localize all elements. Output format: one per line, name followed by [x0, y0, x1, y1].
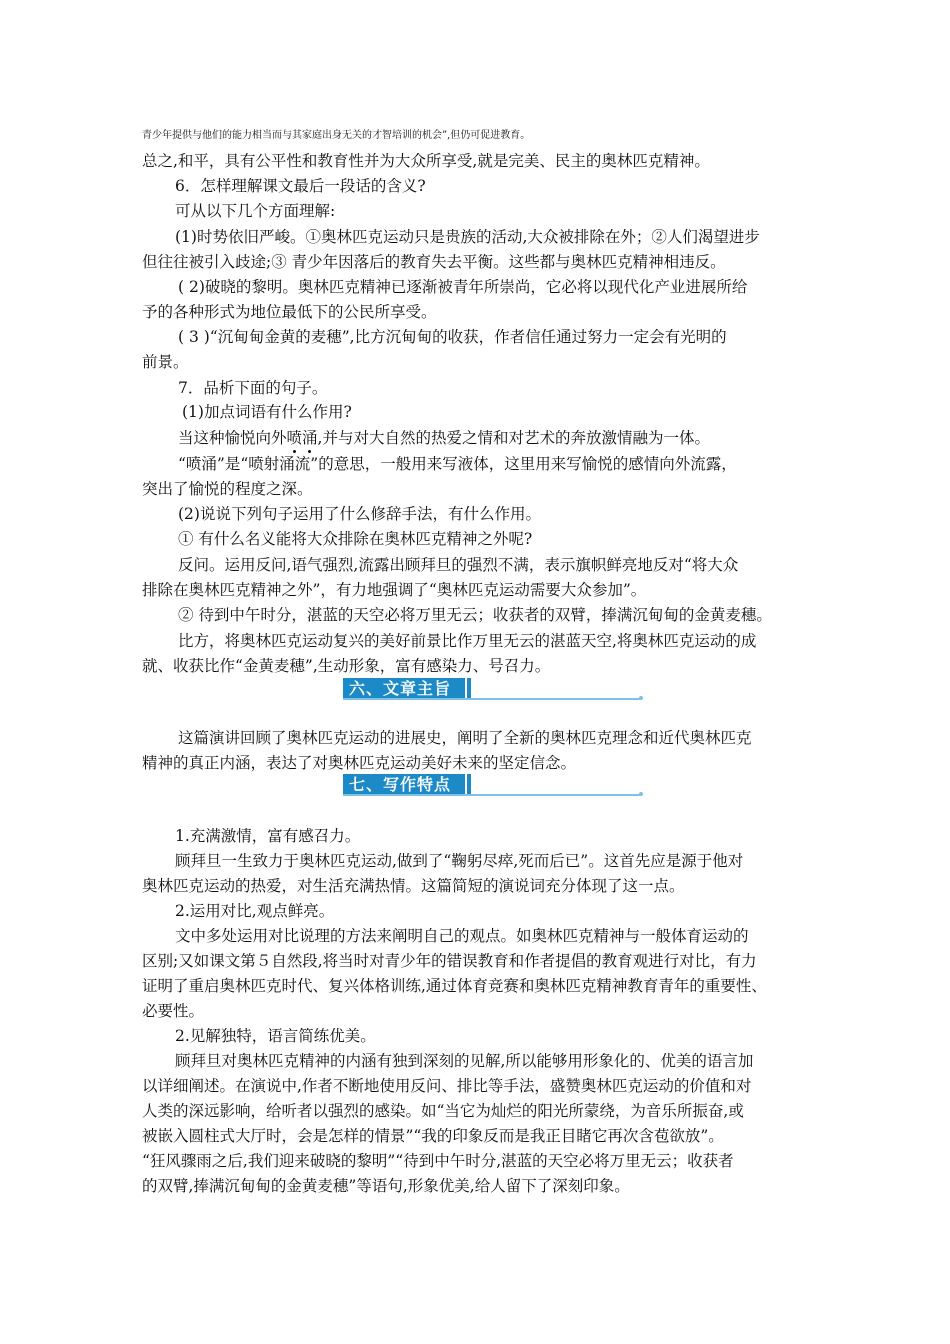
- text-line: 区别;又如课文第５自然段,将当时对青少年的错误教育和作者提倡的教育观进行对比，有力: [142, 952, 757, 970]
- text-line: (2)说说下列句子运用了什么修辞手法，有什么作用。: [178, 505, 541, 523]
- text-line: ( 2)破晓的黎明。奥林匹克精神已逐渐被青年所崇尚，它必将以现代化产业进展所给: [178, 278, 748, 296]
- text-line: 被嵌入圆柱式大厅时，会是怎样的情景”“我的印象反而是我正目睹它再次含苞欲放”。: [142, 1127, 724, 1145]
- text-segment: ,并与对大自然的热爱之情和对艺术的奔放激情融为一体。: [317, 429, 710, 447]
- text-line: 必要性。: [142, 1002, 205, 1020]
- banner-underline: [343, 698, 641, 700]
- text-line: 证明了重启奥林匹克时代、复兴体格训练,通过体育竞赛和奥林匹克精神教育青年的重要性、: [142, 977, 767, 995]
- text-line: 2.见解独特，语言简练优美。: [175, 1027, 376, 1045]
- text-line: (1)加点词语有什么作用?: [182, 403, 352, 421]
- text-line: 总之,和平，具有公平性和教育性并为大众所享受,就是完美、民主的奥林匹克精神。: [142, 152, 710, 170]
- text-line: 2.运用对比,观点鲜亮。: [175, 902, 335, 920]
- section-title: 六、文章主旨: [343, 678, 465, 700]
- text-line: 奥林匹克运动的热爱，对生活充满热情。这篇简短的演说词充分体现了这一点。: [142, 877, 685, 895]
- text-line: 前景。: [142, 353, 189, 371]
- text-line: 顾拜旦对奥林匹克精神的内涵有独到深刻的见解,所以能够用形象化的、优美的语言加: [175, 1052, 754, 1070]
- section-banner-writing: [343, 774, 643, 796]
- banner-accent-bar: [467, 678, 471, 700]
- section-title: 七、写作特点: [343, 774, 465, 796]
- text-line: 青少年提供与他们的能力相当而与其家庭出身无关的才智培训的机会”,但仍可促进教育。: [142, 130, 531, 141]
- dotted-word: 涌: [302, 429, 318, 447]
- text-line: ② 待到中午时分，湛蓝的天空必将万里无云；收获者的双臂，捧满沉甸甸的金黄麦穗。: [178, 606, 772, 624]
- text-line: 排除在奥林匹克精神之外”，有力地强调了“奥林匹克运动需要大众参加”。: [142, 581, 647, 599]
- text-line: 的双臂,捧满沉甸甸的金黄麦穗”等语句,形象优美,给人留下了深刻印象。: [142, 1177, 630, 1195]
- text-line: 7．品析下面的句子。: [178, 379, 328, 397]
- text-line: 这篇演讲回顾了奥林匹克运动的进展史，阐明了全新的奥林匹克理念和近代奥林匹克: [178, 729, 752, 747]
- text-line: ( 3 )“沉甸甸金黄的麦穗”,比方沉甸甸的收获，作者信任通过努力一定会有光明的: [178, 328, 727, 346]
- text-line: 比方，将奥林匹克运动复兴的美好前景比作万里无云的湛蓝天空,将奥林匹克运动的成: [178, 632, 757, 650]
- section-banner-theme: [343, 678, 643, 700]
- text-line: 予的各种形式为地位最低下的公民所享受。: [142, 303, 437, 321]
- text-line: “喷涌”是“喷射涌流”的意思，一般用来写液体，这里用来写愉悦的感情向外流露，: [178, 455, 737, 473]
- banner-accent-bar: [467, 774, 471, 796]
- text-line: 可从以下几个方面理解:: [175, 202, 336, 220]
- text-line: 精神的真正内涵，表达了对奥林匹克运动美好未来的坚定信念。: [142, 754, 577, 772]
- text-line: 就、收获比作“金黄麦穗”,生动形象，富有感染力、号召力。: [142, 657, 551, 675]
- dotted-word: 喷: [286, 429, 303, 447]
- text-line: 1.充满激情，富有感召力。: [175, 827, 361, 845]
- text-line: (1)时势依旧严峻。①奥林匹克运动只是贵族的活动,大众被排除在外；②人们渴望进步: [175, 228, 760, 246]
- text-line: 反问。运用反问,语气强烈,流露出顾拜旦的强烈不满，表示旗帜鲜亮地反对“将大众: [178, 556, 739, 574]
- text-line: 以详细阐述。在演说中,作者不断地使用反问、排比等手法，盛赞奥林匹克运动的价值和对: [142, 1077, 752, 1095]
- banner-underline-end: [639, 792, 643, 796]
- text-line: 人类的深远影响，给听者以强烈的感染。如“当它为灿烂的阳光所蒙绕，为音乐所振奋,或: [142, 1102, 744, 1120]
- text-line: 突出了愉悦的程度之深。: [142, 480, 313, 498]
- text-line: 但往往被引入歧途;③ 青少年因落后的教育失去平衡。这些都与奥林匹克精神相违反。: [142, 253, 726, 271]
- banner-underline: [343, 794, 641, 796]
- text-line: ① 有什么名义能将大众排除在奥林匹克精神之外呢?: [178, 530, 533, 548]
- text-line: 文中多处运用对比说理的方法来阐明自己的观点。如奥林匹克精神与一般体育运动的: [175, 927, 749, 945]
- text-segment: 当这种愉悦向外: [178, 429, 287, 447]
- banner-underline-end: [639, 696, 643, 700]
- text-line: 6．怎样理解课文最后一段话的含义?: [175, 177, 426, 195]
- dotted-emphasis-line: [178, 428, 710, 448]
- text-line: “狂风骤雨之后,我们迎来破晓的黎明”“待到中午时分,湛蓝的天空必将万里无云；收获者: [142, 1152, 734, 1170]
- text-line: 顾拜旦一生致力于奥林匹克运动,做到了“鞠躬尽瘁,死而后已”。这首先应是源于他对: [175, 852, 744, 870]
